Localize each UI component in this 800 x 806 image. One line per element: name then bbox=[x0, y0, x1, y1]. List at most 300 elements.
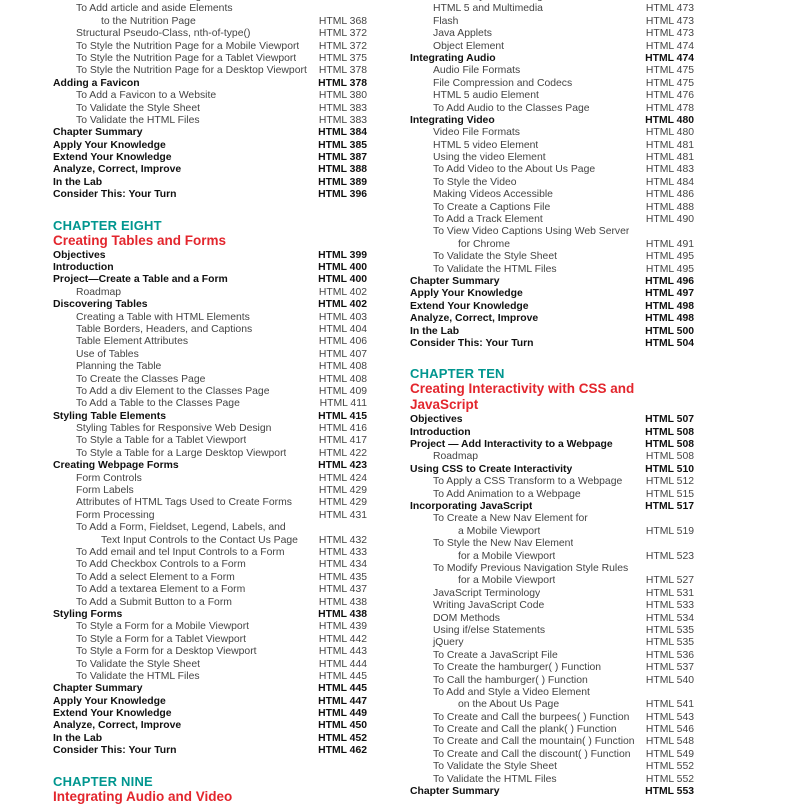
toc-entry-row bbox=[410, 3, 694, 15]
toc-heading-row bbox=[410, 301, 694, 313]
toc-page-number: HTML 387 bbox=[318, 152, 367, 164]
toc-entry-row bbox=[53, 510, 367, 522]
toc-heading-row bbox=[53, 460, 367, 472]
toc-entry-title: Extend Your Knowledge bbox=[53, 708, 172, 720]
toc-heading-row bbox=[53, 127, 367, 139]
toc-entry-row bbox=[53, 584, 367, 596]
toc-page-number: HTML 475 bbox=[645, 77, 694, 89]
toc-entry-title: Apply Your Knowledge bbox=[410, 288, 523, 300]
toc-page-number: HTML 429 bbox=[318, 485, 367, 497]
chapter-title: Creating Tables and Forms bbox=[53, 232, 227, 248]
toc-page-number: HTML 517 bbox=[645, 501, 694, 513]
toc-page-number: HTML 473 bbox=[645, 28, 694, 40]
toc-entry-title: Project — Add Interactivity to a Webpage bbox=[410, 439, 613, 451]
toc-page-number: HTML 445 bbox=[318, 683, 367, 695]
toc-entry-row bbox=[410, 16, 694, 28]
toc-page-number: HTML 389 bbox=[318, 176, 367, 188]
toc-heading-row bbox=[410, 276, 694, 288]
toc-page-number: HTML 497 bbox=[645, 288, 694, 300]
toc-entry-title: To Add email and tel Input Controls to a Form bbox=[76, 547, 285, 558]
toc-page-number: HTML 495 bbox=[645, 263, 694, 275]
toc-entry-title: To Validate the HTML Files bbox=[76, 114, 200, 126]
toc-page-number: HTML 495 bbox=[645, 251, 694, 263]
chapter-label: CHAPTER NINE bbox=[53, 773, 153, 789]
toc-entry-row bbox=[410, 41, 694, 53]
toc-column-right-content bbox=[410, 0, 694, 798]
toc-page-number: HTML 380 bbox=[318, 90, 367, 102]
toc-heading-row bbox=[410, 414, 694, 426]
toc-page-number: HTML 383 bbox=[318, 114, 367, 126]
toc-page-number: HTML 507 bbox=[645, 414, 694, 426]
toc-page-number: HTML 402 bbox=[318, 299, 367, 311]
toc-entry-row bbox=[410, 103, 694, 115]
toc-entry-row bbox=[410, 736, 694, 748]
toc-page-number: HTML 408 bbox=[318, 361, 367, 373]
toc-heading-row bbox=[410, 326, 694, 338]
toc-entry-row bbox=[410, 551, 694, 563]
toc-page-number: HTML 541 bbox=[645, 699, 694, 711]
toc-page-number: HTML 402 bbox=[318, 286, 367, 298]
toc-page-number: HTML 498 bbox=[645, 313, 694, 325]
toc-entry-title: To Add a div Element to the Classes Page bbox=[76, 385, 270, 397]
toc-entry-title: on the About Us Page bbox=[458, 699, 560, 711]
toc-entry-title: Incorporating JavaScript bbox=[410, 501, 533, 513]
toc-page-number: HTML 553 bbox=[645, 786, 694, 798]
toc-page-number: HTML 546 bbox=[645, 724, 694, 736]
toc-entry-title: Chapter Summary bbox=[53, 683, 143, 695]
toc-entry-title: To Add a Track Element bbox=[433, 214, 543, 226]
chapter-label: CHAPTER TEN bbox=[410, 366, 505, 382]
toc-page-number: HTML 486 bbox=[645, 189, 694, 201]
toc-page-number: HTML 527 bbox=[645, 575, 694, 587]
toc-heading-row bbox=[53, 696, 367, 708]
toc-entry-title: Use of Tables bbox=[76, 348, 139, 360]
toc-entry-row bbox=[410, 712, 694, 724]
toc-entry-row bbox=[410, 214, 694, 226]
toc-page-number: HTML 474 bbox=[645, 52, 694, 64]
toc-page-number: HTML 399 bbox=[318, 249, 367, 261]
toc-entry-row bbox=[410, 774, 694, 786]
toc-entry-row bbox=[410, 452, 694, 464]
toc-entry-title: In the Lab bbox=[53, 732, 103, 744]
toc-page-number: HTML 383 bbox=[318, 102, 367, 114]
toc-entry-title: Apply Your Knowledge bbox=[53, 139, 166, 151]
toc-heading-row bbox=[53, 745, 367, 757]
toc-page-number: HTML 429 bbox=[318, 497, 367, 509]
toc-page-number: HTML 515 bbox=[645, 488, 694, 500]
toc-heading-row bbox=[410, 427, 694, 439]
toc-page-number: HTML 407 bbox=[318, 348, 367, 360]
toc-entry-title: To Apply a CSS Transform to a Webpage bbox=[433, 476, 623, 488]
toc-page-number: HTML 447 bbox=[318, 695, 367, 707]
toc-entry-row bbox=[410, 761, 694, 773]
toc-heading-row bbox=[410, 338, 694, 350]
toc-heading-row bbox=[53, 733, 367, 745]
toc-page-number: HTML 535 bbox=[645, 637, 694, 649]
chapter-title: Integrating Audio and Video bbox=[53, 788, 233, 804]
toc-page-number: HTML 400 bbox=[318, 274, 367, 286]
toc-page-number: HTML 438 bbox=[318, 608, 367, 620]
toc-page-number: HTML 473 bbox=[645, 3, 694, 15]
toc-entry-row bbox=[410, 699, 694, 711]
toc-entry-title: Objectives bbox=[410, 414, 463, 426]
toc-entry-row bbox=[410, 526, 694, 538]
toc-entry-title: To Create a New Nav Element for bbox=[433, 513, 588, 525]
toc-entry-title: Text Input Controls to the Contact Us Page bbox=[101, 534, 298, 546]
toc-entry-title: To Style a Table for a Tablet Viewport bbox=[76, 435, 247, 447]
toc-entry-row bbox=[410, 489, 694, 501]
toc-entry-title: To Validate the HTML Files bbox=[433, 773, 557, 785]
toc-page-number: HTML 496 bbox=[645, 275, 694, 287]
toc-page-number bbox=[313, 0, 367, 3]
toc-page-number: HTML 473 bbox=[645, 15, 694, 27]
toc-page-number: HTML 490 bbox=[645, 214, 694, 226]
toc-entry-title: Flash bbox=[433, 15, 459, 27]
toc-entry-row bbox=[53, 349, 367, 361]
toc-entry-title: Extend Your Knowledge bbox=[53, 152, 172, 164]
toc-column-left-content bbox=[53, 0, 367, 806]
toc-page-number: HTML 378 bbox=[318, 77, 367, 89]
toc-entry-title: To Style the Nutrition Page for a Mobile Viewport bbox=[76, 40, 300, 52]
toc-page-number: HTML 437 bbox=[318, 584, 367, 596]
toc-heading-row bbox=[53, 164, 367, 176]
toc-entry-row bbox=[410, 264, 694, 276]
toc-entry-row bbox=[410, 226, 694, 238]
toc-entry-title: To Validate the HTML Files bbox=[433, 263, 557, 275]
toc-entry-title: To Create the Classes Page bbox=[76, 373, 206, 385]
toc-entry-title: Integrating Audio bbox=[410, 52, 496, 64]
toc-entry-row bbox=[410, 90, 694, 102]
toc-page-number: HTML 368 bbox=[318, 15, 367, 27]
toc-entry-title: Java Applets bbox=[433, 28, 492, 40]
toc-heading-row bbox=[53, 78, 367, 90]
toc-entry-title: To Create the hamburger( ) Function bbox=[433, 662, 602, 674]
toc-heading-row bbox=[410, 464, 694, 476]
toc-page-number: HTML 491 bbox=[645, 238, 694, 250]
toc-heading-row bbox=[410, 786, 694, 798]
toc-entry-row bbox=[53, 559, 367, 571]
toc-page-number: HTML 462 bbox=[318, 745, 367, 757]
toc-page-number: HTML 452 bbox=[318, 732, 367, 744]
toc-page-number: HTML 537 bbox=[645, 662, 694, 674]
toc-entry-row bbox=[53, 535, 367, 547]
toc-entry-title: HTML 5 and Multimedia bbox=[433, 3, 543, 15]
toc-entry-row bbox=[53, 423, 367, 435]
toc-entry-title: In the Lab bbox=[410, 325, 460, 337]
toc-page-number: HTML 481 bbox=[645, 139, 694, 151]
toc-entry-title: Creating a Table with HTML Elements bbox=[76, 311, 250, 323]
toc-entry-row bbox=[410, 251, 694, 263]
toc-page-number: HTML 536 bbox=[645, 649, 694, 661]
toc-heading-row bbox=[410, 501, 694, 513]
toc-page-number: HTML 534 bbox=[645, 612, 694, 624]
toc-entry-row bbox=[53, 28, 367, 40]
toc-page-number: HTML 498 bbox=[645, 300, 694, 312]
toc-page-number: HTML 488 bbox=[645, 201, 694, 213]
toc-entry-title: To Add a Table to the Classes Page bbox=[76, 398, 240, 410]
toc-entry-row bbox=[53, 497, 367, 509]
toc-page-number: HTML 548 bbox=[645, 736, 694, 748]
toc-page-number: HTML 512 bbox=[645, 476, 694, 488]
toc-entry-row bbox=[53, 398, 367, 410]
toc-page-number: HTML 500 bbox=[645, 325, 694, 337]
toc-page-number: HTML 378 bbox=[318, 65, 367, 77]
toc-entry-row bbox=[410, 78, 694, 90]
toc-page-number: HTML 400 bbox=[318, 262, 367, 274]
toc-entry-row bbox=[410, 202, 694, 214]
toc-page-number: HTML 478 bbox=[645, 102, 694, 114]
toc-page-number: HTML 415 bbox=[318, 410, 367, 422]
toc-page-number: HTML 423 bbox=[318, 460, 367, 472]
toc-entry-row bbox=[410, 575, 694, 587]
toc-entry-title: To Create a Captions File bbox=[433, 201, 551, 213]
toc-heading-row bbox=[410, 53, 694, 65]
toc-entry-row bbox=[53, 41, 367, 53]
toc-entry-title: Object Element bbox=[433, 40, 505, 52]
toc-entry-title: File Compression and Codecs bbox=[433, 77, 573, 89]
toc-heading-row bbox=[53, 609, 367, 621]
toc-page-number: HTML 510 bbox=[645, 463, 694, 475]
toc-page-number: HTML 508 bbox=[645, 426, 694, 438]
toc-entry-title: HTML 5 video Element bbox=[433, 139, 539, 151]
chapter-title: Creating Interactivity with CSS and JavaScript bbox=[410, 381, 635, 413]
toc-entry-title: To Add and Style a Video Element bbox=[433, 686, 590, 698]
toc-page-number: HTML 508 bbox=[645, 439, 694, 451]
toc-entry-row bbox=[410, 28, 694, 40]
toc-entry-row bbox=[53, 485, 367, 497]
chapter-label: CHAPTER EIGHT bbox=[53, 217, 162, 233]
toc-page-number: HTML 484 bbox=[645, 176, 694, 188]
toc-entry-title: In the Lab bbox=[53, 176, 103, 188]
toc-entry-title: Chapter Summary bbox=[53, 127, 143, 139]
toc-entry-title: To Create and Call the plank( ) Function bbox=[433, 724, 617, 736]
toc-page-number: HTML 540 bbox=[645, 674, 694, 686]
toc-page-number: HTML 434 bbox=[318, 559, 367, 571]
toc-entry-row bbox=[410, 675, 694, 687]
toc-entry-title: HTML 5 audio Element bbox=[433, 90, 539, 102]
toc-entry-title: jQuery bbox=[433, 637, 464, 649]
toc-entry-title: Video File Formats bbox=[433, 127, 521, 139]
toc-entry-title: To Add a Submit Button to a Form bbox=[76, 596, 232, 608]
toc-page-number: HTML 444 bbox=[318, 658, 367, 670]
toc-entry-row bbox=[410, 152, 694, 164]
toc-entry-title: To Add a Form, Fieldset, Legend, Labels, and bbox=[76, 522, 286, 534]
toc-entry-title: To Validate the Style Sheet bbox=[433, 761, 557, 773]
toc-page-number: HTML 432 bbox=[318, 534, 367, 546]
toc-page-number: HTML 508 bbox=[645, 451, 694, 463]
toc-entry-row bbox=[53, 16, 367, 28]
toc-entry-title: Writing JavaScript Code bbox=[433, 600, 545, 612]
toc-heading-row bbox=[53, 683, 367, 695]
toc-entry-row bbox=[53, 65, 367, 77]
toc-entry-title: Integrating Video bbox=[410, 114, 495, 126]
toc-entry-row bbox=[53, 53, 367, 65]
toc-entry-title: Styling Tables for Responsive Web Design bbox=[76, 423, 272, 435]
toc-page-number: HTML 480 bbox=[645, 127, 694, 139]
toc-entry-title: Roadmap bbox=[76, 286, 122, 298]
toc-entry-row bbox=[410, 513, 694, 525]
toc-page-number: HTML 535 bbox=[645, 624, 694, 636]
toc-page-number: HTML 406 bbox=[318, 336, 367, 348]
toc-entry-row bbox=[53, 597, 367, 609]
toc-page-number: HTML 449 bbox=[318, 708, 367, 720]
toc-entry-row bbox=[53, 436, 367, 448]
toc-entry-title: Roadmap bbox=[433, 451, 479, 463]
toc-entry-row bbox=[53, 287, 367, 299]
toc-page-number: HTML 552 bbox=[645, 773, 694, 785]
toc-entry-row bbox=[410, 588, 694, 600]
toc-entry-title: Table Element Attributes bbox=[76, 336, 189, 348]
toc-entry-title: To Add Checkbox Controls to a Form bbox=[76, 559, 246, 571]
toc-page-number: HTML 409 bbox=[318, 385, 367, 397]
toc-entry-row bbox=[410, 563, 694, 575]
toc-page-number: HTML 375 bbox=[318, 52, 367, 64]
toc-entry-title: Table Borders, Headers, and Captions bbox=[76, 323, 253, 335]
toc-page-number: HTML 450 bbox=[318, 720, 367, 732]
toc-entry-title: To Style a Table for a Large Desktop Viewport bbox=[76, 447, 287, 459]
toc-page-number: HTML 396 bbox=[318, 189, 367, 201]
toc-entry-title: To Style a Form for a Desktop Viewport bbox=[76, 646, 257, 658]
toc-entry-title: a Mobile Viewport bbox=[458, 525, 541, 537]
toc-entry-row bbox=[53, 386, 367, 398]
toc-page-number: HTML 523 bbox=[645, 550, 694, 562]
toc-page-number: HTML 533 bbox=[645, 600, 694, 612]
toc-page-number: HTML 431 bbox=[318, 509, 367, 521]
toc-entry-title: Form Labels bbox=[76, 485, 134, 497]
toc-entry-row bbox=[53, 103, 367, 115]
toc-entry-title: Consider This: Your Turn bbox=[53, 745, 177, 757]
toc-entry-title: To Add a textarea Element to a Form bbox=[76, 584, 246, 596]
toc-page-number: HTML 372 bbox=[318, 40, 367, 52]
toc-entry-title: Adding a Favicon bbox=[53, 77, 140, 89]
toc-entry-title: Form Processing bbox=[76, 509, 155, 521]
toc-entry-row bbox=[53, 361, 367, 373]
toc-heading-row bbox=[53, 250, 367, 262]
toc-entry-row bbox=[410, 625, 694, 637]
toc-entry-title: Form Controls bbox=[76, 472, 142, 484]
toc-entry-row bbox=[53, 90, 367, 102]
toc-page-number: HTML 549 bbox=[645, 748, 694, 760]
toc-entry-row bbox=[410, 749, 694, 761]
toc-entry-row bbox=[53, 312, 367, 324]
toc-entry-row bbox=[410, 177, 694, 189]
toc-entry-title: Styling Table Elements bbox=[53, 410, 166, 422]
toc-entry-row bbox=[53, 473, 367, 485]
toc-entry-title: To Add Animation to a Webpage bbox=[433, 488, 581, 500]
toc-page-number: HTML 531 bbox=[645, 587, 694, 599]
toc-page-number: HTML 388 bbox=[318, 164, 367, 176]
toc-entry-title: To Validate the Style Sheet bbox=[76, 658, 200, 670]
toc-entry-row bbox=[410, 476, 694, 488]
toc-page-number: HTML 443 bbox=[318, 646, 367, 658]
toc-entry-row bbox=[410, 538, 694, 550]
toc-entry-row bbox=[53, 324, 367, 336]
toc-page-number: HTML 481 bbox=[645, 152, 694, 164]
toc-entry-title: Apply Your Knowledge bbox=[53, 695, 166, 707]
toc-page-number: HTML 439 bbox=[318, 621, 367, 633]
toc-page-number: HTML 417 bbox=[318, 435, 367, 447]
toc-entry-title: for a Mobile Viewport bbox=[458, 575, 556, 587]
toc-entry-title: Structural Pseudo-Class, nth-of-type() bbox=[76, 28, 251, 40]
toc-page-number: HTML 543 bbox=[645, 711, 694, 723]
toc-entry-title: Analyze, Correct, Improve bbox=[410, 313, 539, 325]
toc-page-number: HTML 519 bbox=[645, 525, 694, 537]
toc-entry-title: Making Videos Accessible bbox=[433, 189, 553, 201]
toc-entry-title: To Style the Nutrition Page for a Desktop Viewport bbox=[76, 65, 307, 77]
toc-entry-title: JavaScript Terminology bbox=[433, 587, 541, 599]
toc-page-number: HTML 385 bbox=[318, 139, 367, 151]
toc-entry-row bbox=[410, 127, 694, 139]
toc-entry-title: Chapter Summary bbox=[410, 786, 500, 798]
toc-entry-row bbox=[410, 662, 694, 674]
toc-entry-title: Extend Your Knowledge bbox=[410, 300, 529, 312]
toc-heading-row bbox=[53, 708, 367, 720]
toc-entry-title: To Validate the Style Sheet bbox=[76, 102, 200, 114]
toc-entry-title: To Create a JavaScript File bbox=[433, 649, 558, 661]
toc-page-number: HTML 475 bbox=[645, 65, 694, 77]
toc-entry-row bbox=[53, 115, 367, 127]
toc-entry-title: To Create and Call the mountain( ) Function bbox=[433, 736, 635, 748]
toc-entry-title: Objectives bbox=[53, 249, 106, 261]
toc-entry-title: To Style a Form for a Tablet Viewport bbox=[76, 633, 246, 645]
toc-page-number: HTML 474 bbox=[645, 40, 694, 52]
toc-entry-title: To Add Video to the About Us Page bbox=[433, 164, 596, 176]
toc-entry-title: Introduction bbox=[410, 426, 471, 438]
toc-page-number: HTML 404 bbox=[318, 323, 367, 335]
toc-entry-row bbox=[410, 600, 694, 612]
toc-page-number: HTML 442 bbox=[318, 633, 367, 645]
toc-page-number: HTML 408 bbox=[318, 373, 367, 385]
toc-entry-title: To Add Audio to the Classes Page bbox=[433, 102, 590, 114]
toc-entry-row bbox=[53, 374, 367, 386]
toc-entry-row bbox=[53, 659, 367, 671]
toc-entry-row bbox=[53, 634, 367, 646]
toc-entry-title: To Add article and aside Elements bbox=[76, 3, 233, 15]
toc-entry-title: Chapter Summary bbox=[410, 275, 500, 287]
toc-heading-row bbox=[410, 115, 694, 127]
toc-entry-row bbox=[53, 522, 367, 534]
toc-entry-row bbox=[410, 637, 694, 649]
toc-heading-row bbox=[53, 152, 367, 164]
toc-entry-row bbox=[53, 646, 367, 658]
toc-entry-title: Analyze, Correct, Improve bbox=[53, 720, 182, 732]
toc-heading-row bbox=[410, 288, 694, 300]
toc-page-number: HTML 372 bbox=[318, 28, 367, 40]
toc-page-number: HTML 403 bbox=[318, 311, 367, 323]
toc-page-number: HTML 422 bbox=[318, 447, 367, 459]
toc-entry-title: To Validate the HTML Files bbox=[76, 670, 200, 682]
toc-entry-row bbox=[53, 621, 367, 633]
toc-entry-title: Analyze, Correct, Improve bbox=[53, 164, 182, 176]
toc-entry-row bbox=[53, 448, 367, 460]
toc-heading-row bbox=[53, 299, 367, 311]
toc-entry-title: Consider This: Your Turn bbox=[410, 337, 534, 349]
toc-page-number: HTML 424 bbox=[318, 472, 367, 484]
toc-entry-title: Styling Forms bbox=[53, 608, 123, 620]
toc-entry-row bbox=[53, 572, 367, 584]
toc-entry-row bbox=[410, 613, 694, 625]
toc-heading-row bbox=[410, 439, 694, 451]
toc-heading-row bbox=[53, 177, 367, 189]
toc-entry-row bbox=[410, 189, 694, 201]
toc-page-number: HTML 483 bbox=[645, 164, 694, 176]
toc-entry-title: for Chrome bbox=[458, 238, 510, 250]
toc-entry-title: To Style the New Nav Element bbox=[433, 538, 574, 550]
toc-entry-title: Introduction bbox=[53, 262, 114, 274]
toc-entry-row bbox=[53, 671, 367, 683]
toc-entry-title: To Create and Call the burpees( ) Function bbox=[433, 711, 630, 723]
toc-page-number: HTML 384 bbox=[318, 127, 367, 139]
